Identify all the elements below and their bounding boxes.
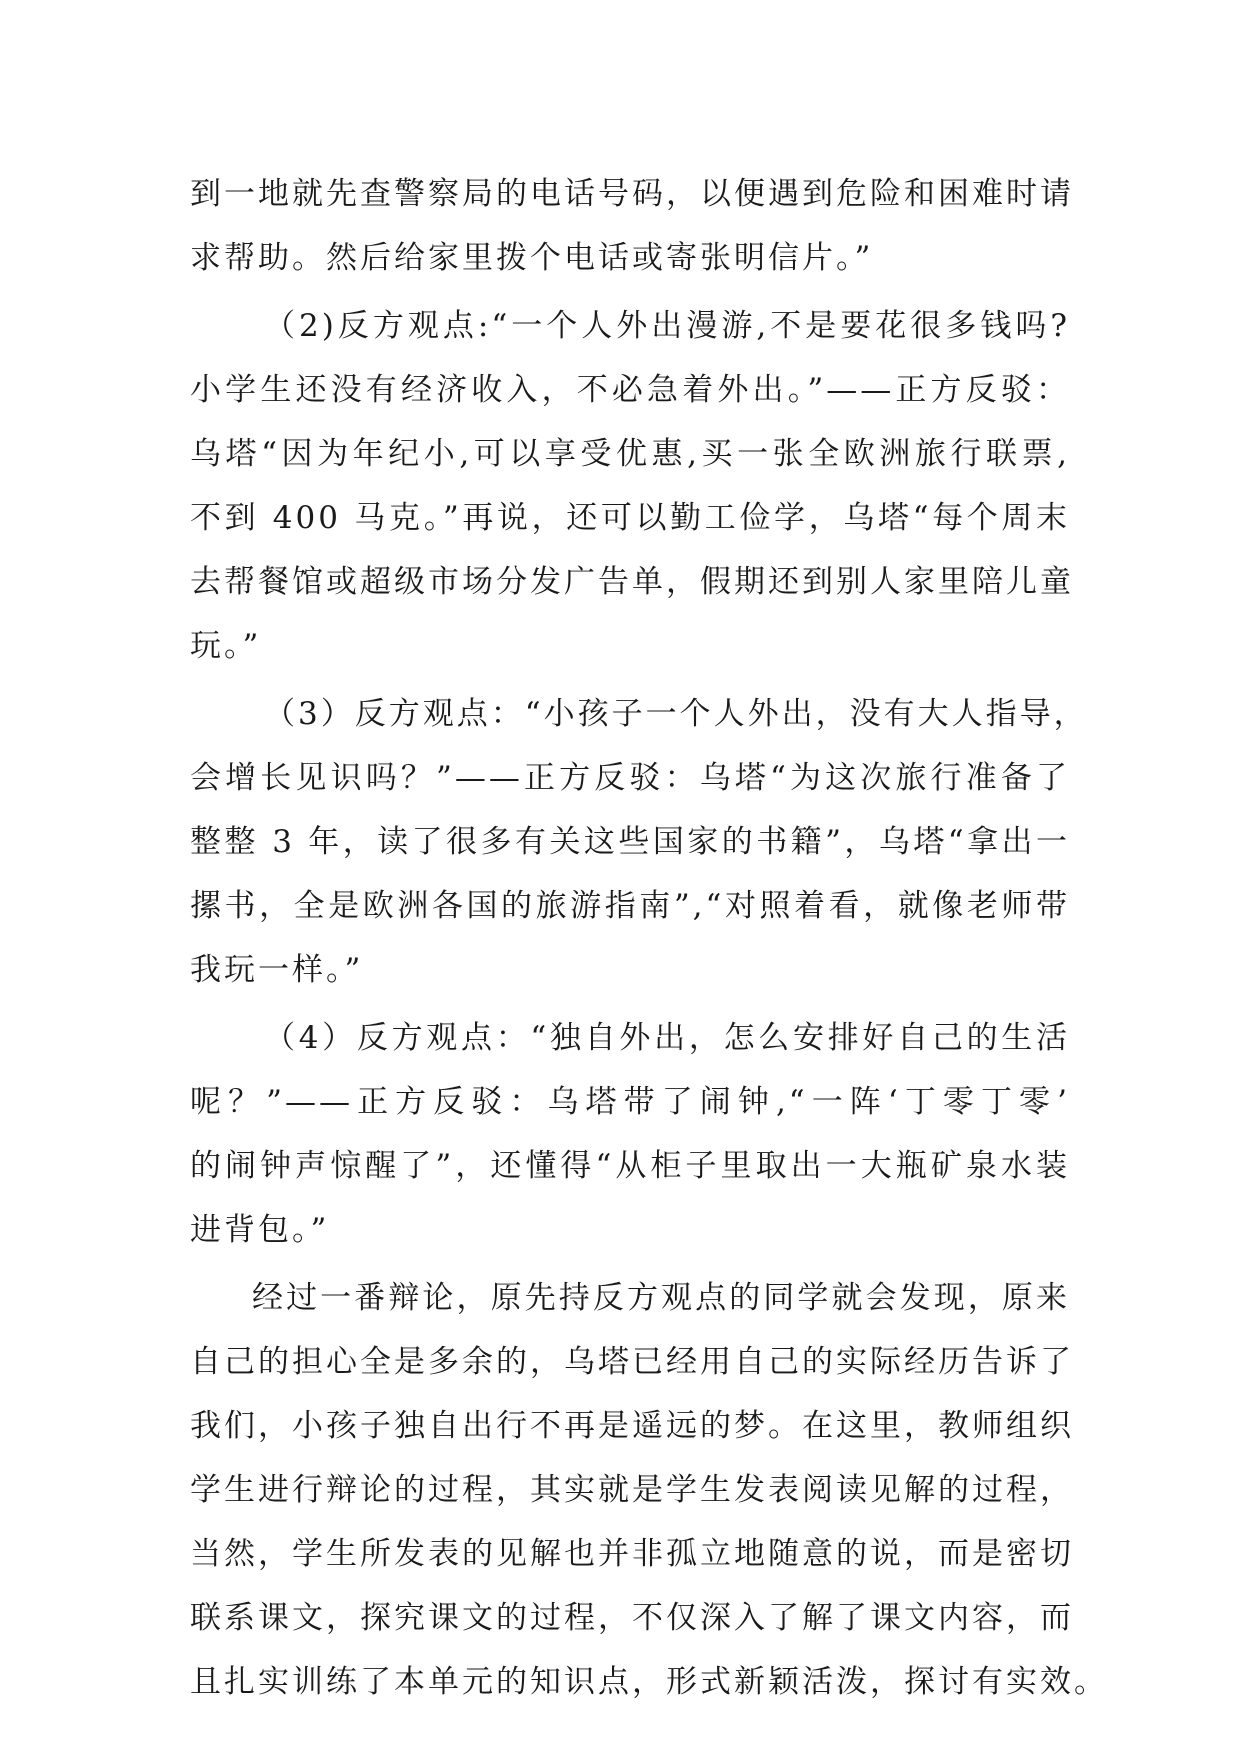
text-line: 自己的担心全是多余的，乌塔已经用自己的实际经历告诉了 bbox=[190, 1344, 1074, 1380]
text-line: 呢？”——正方反驳：乌塔带了闹钟,“一阵‘丁零丁零’ bbox=[190, 1084, 1070, 1120]
text-line: 进背包。” bbox=[190, 1212, 330, 1248]
body-text bbox=[190, 162, 1108, 1714]
paragraph-point-2 bbox=[190, 294, 1074, 678]
text-line: （4）反方观点：“独自外出，怎么安排好自己的生活 bbox=[264, 1020, 1070, 1056]
text-line: 当然，学生所发表的见解也并非孤立地随意的说，而是密切 bbox=[190, 1536, 1074, 1572]
text-line: 经过一番辩论，原先持反方观点的同学就会发现，原来 bbox=[252, 1280, 1070, 1316]
text-line: （3）反方观点：“小孩子一个人外出，没有大人指导， bbox=[264, 696, 1088, 732]
text-line: 去帮餐馆或超级市场分发广告单，假期还到别人家里陪儿童 bbox=[190, 564, 1074, 600]
text-line: 学生进行辩论的过程，其实就是学生发表阅读见解的过程， bbox=[190, 1472, 1074, 1508]
text-line: 摞书，全是欧洲各国的旅游指南”,“对照着看，就像老师带 bbox=[190, 888, 1070, 924]
text-line: 我们，小孩子独自出行不再是遥远的梦。在这里，教师组织 bbox=[190, 1408, 1074, 1444]
text-line: 乌塔“因为年纪小,可以享受优惠,买一张全欧洲旅行联票, bbox=[190, 436, 1070, 472]
text-line: （2)反方观点:“一个人外出漫游,不是要花很多钱吗? bbox=[264, 308, 1070, 344]
paragraph-point-4 bbox=[190, 1006, 1070, 1262]
text-line: 联系课文，探究课文的过程，不仅深入了解了课文内容，而 bbox=[190, 1600, 1074, 1636]
paragraph-continued bbox=[190, 162, 1074, 290]
text-line: 不到 400 马克。”再说，还可以勤工俭学，乌塔“每个周末 bbox=[190, 500, 1070, 536]
text-line: 整整 3 年，读了很多有关这些国家的书籍”，乌塔“拿出一 bbox=[190, 824, 1071, 860]
text-line: 且扎实训练了本单元的知识点，形式新颖活泼，探讨有实效。 bbox=[190, 1664, 1108, 1700]
text-line: 会增长见识吗？”——正方反驳：乌塔“为这次旅行准备了 bbox=[190, 760, 1070, 796]
text-line: 玩。” bbox=[190, 628, 262, 664]
paragraph-conclusion bbox=[190, 1266, 1108, 1714]
text-line: 的闹钟声惊醒了”，还懂得“从柜子里取出一大瓶矿泉水装 bbox=[190, 1148, 1070, 1184]
text-line: 求帮助。然后给家里拨个电话或寄张明信片。” bbox=[190, 240, 874, 276]
text-line: 我玩一样。” bbox=[190, 952, 364, 988]
text-line: 到一地就先查警察局的电话号码，以便遇到危险和困难时请 bbox=[190, 176, 1074, 212]
paragraph-point-3 bbox=[190, 682, 1088, 1002]
text-line: 小学生还没有经济收入，不必急着外出。”——正方反驳： bbox=[190, 372, 1070, 408]
